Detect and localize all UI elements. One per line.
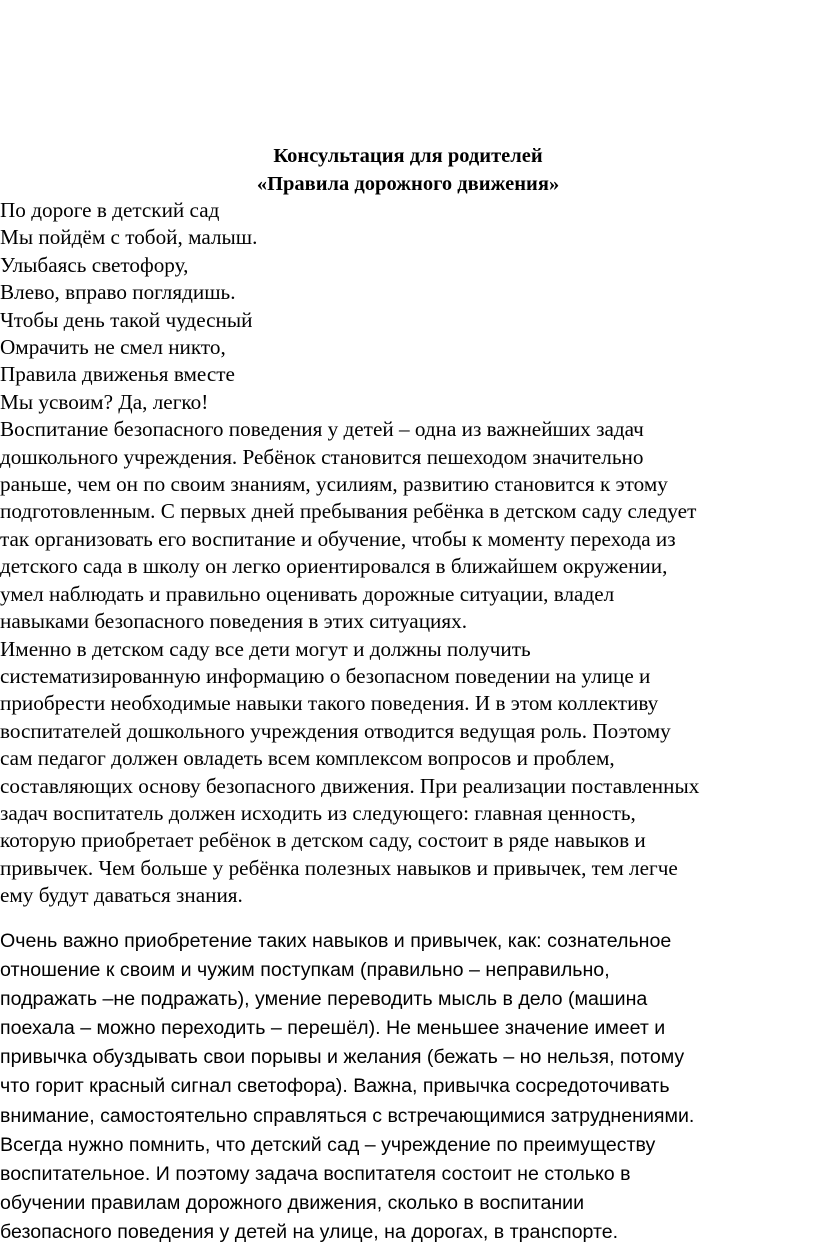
paragraph-line: умел наблюдать и правильно оценивать дорожные ситуации, владел — [0, 581, 615, 606]
paragraph-line: которую приобретает ребёнок в детском саду, состоит в ряде навыков и — [0, 828, 646, 853]
paragraph-line: Очень важно приобретение таких навыков и привычек, как: сознательное — [0, 930, 672, 952]
paragraph-line: так организовать его воспитание и обучение, чтобы к моменту перехода из — [0, 526, 676, 551]
poem-line: Мы пойдём с тобой, малыш. — [0, 225, 258, 250]
paragraph-line: ему будут даваться знания. — [0, 883, 243, 908]
paragraph-line: Всегда нужно помнить, что детский сад – учреждение по преимуществу — [0, 1133, 656, 1156]
title-line-1: Консультация для родителей — [273, 145, 543, 167]
poem-line: По дороге в детский сад — [0, 198, 220, 222]
poem-line: Улыбаясь светофору, — [0, 252, 189, 277]
paragraph-line: раньше, чем он по своим знаниям, усилиям, развитию становится к этому — [0, 472, 668, 497]
paragraph-line: обучении правилам дорожного движения, сколько в воспитании — [0, 1191, 585, 1214]
paragraph-line: приобрести необходимые навыки такого поведения. И в этом коллективу — [0, 691, 659, 716]
poem-line: Влево, вправо поглядишь. — [0, 280, 236, 305]
poem-line: Чтобы день такой чудесный — [0, 307, 253, 332]
paragraph-line: задач воспитатель должен исходить из следующего: главная ценность, — [0, 800, 636, 825]
poem — [0, 197, 816, 416]
poem-line: Правила движенья вместе — [0, 362, 235, 387]
serif-text-block — [0, 197, 816, 910]
paragraph-line: Воспитание безопасного поведения у детей – одна из важнейших задач — [0, 417, 644, 442]
paragraph-line: навыками безопасного поведения в этих ситуациях. — [0, 609, 468, 634]
paragraph-3 — [0, 927, 816, 1247]
paragraph-line: внимание, самостоятельно справляться с встречающимися затруднениями. — [0, 1104, 695, 1127]
paragraph-line: отношение к своим и чужим поступкам (правильно – неправильно, — [0, 959, 610, 982]
paragraph-line: воспитателей дошкольного учреждения отводится ведущая роль. Поэтому — [0, 718, 671, 743]
paragraph-line: подготовленным. С первых дней пребывания ребёнка в детском саду следует — [0, 499, 697, 524]
paragraph-1 — [0, 416, 816, 635]
title-line-2: «Правила дорожного движения» — [256, 173, 560, 195]
poem-line: Омрачить не смел никто, — [0, 335, 226, 360]
paragraph-line: привычек. Чем больше у ребёнка полезных навыков и привычек, тем легче — [0, 855, 678, 880]
paragraph-line: безопасного поведения у детей на улице, на дорогах, в транспорте. — [0, 1220, 619, 1243]
poem-line: Мы усвоим? Да, легко! — [0, 389, 209, 414]
paragraph-line: воспитательное. И поэтому задача воспитателя состоит не столько в — [0, 1162, 631, 1185]
paragraph-line: что горит красный сигнал светофора). Важна, привычка сосредоточивать — [0, 1075, 670, 1098]
paragraph-line: привычка обуздывать свои порывы и желания (бежать – но нельзя, потому — [0, 1046, 685, 1069]
paragraph-line: поехала – можно переходить – перешёл). Не меньшее значение имеет и — [0, 1017, 666, 1040]
paragraph-line: составляющих основу безопасного движения. При реализации поставленных — [0, 773, 700, 798]
paragraph-line: подражать –не подражать), умение переводить мысль в дело (машина — [0, 988, 648, 1011]
paragraph-line: детского сада в школу он легко ориентировался в ближайшем окружении, — [0, 554, 668, 579]
paragraph-2 — [0, 636, 816, 910]
paragraph-line: дошкольного учреждения. Ребёнок становится пешеходом значительно — [0, 444, 644, 469]
paragraph-line: систематизированную информацию о безопасном поведении на улице и — [0, 663, 651, 688]
paragraph-line: Именно в детском саду все дети могут и должны получить — [0, 636, 531, 661]
paragraph-line: сам педагог должен овладеть всем комплексом вопросов и проблем, — [0, 746, 615, 771]
